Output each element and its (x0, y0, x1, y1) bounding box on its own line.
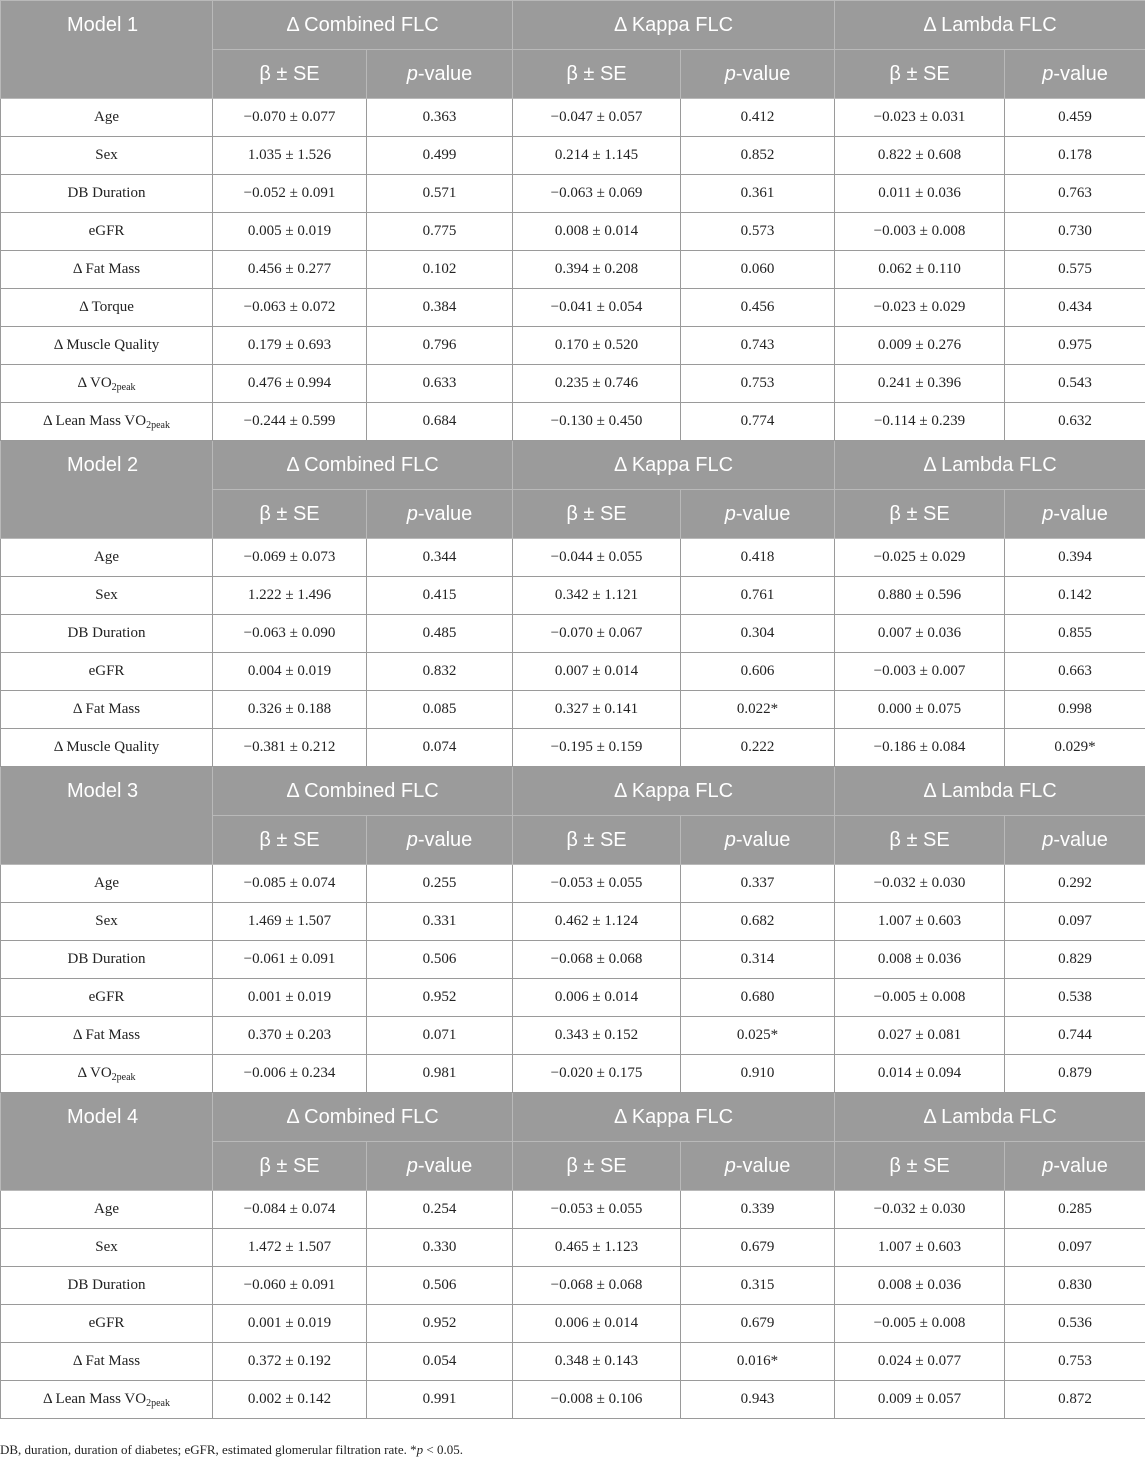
p-value-cell: 0.097 (1005, 1229, 1145, 1267)
p-value-cell: 0.679 (681, 1305, 835, 1343)
p-value-header: p-value (1005, 1142, 1145, 1191)
beta-se-cell: −0.023 ± 0.029 (835, 289, 1005, 327)
variable-name: DB Duration (1, 615, 213, 653)
beta-se-cell: −0.005 ± 0.008 (835, 1305, 1005, 1343)
beta-se-cell: 1.472 ± 1.507 (213, 1229, 367, 1267)
p-value-cell: 0.029* (1005, 729, 1145, 767)
variable-name: Sex (1, 577, 213, 615)
variable-name: Δ $VO_{2peak}$ (1, 1055, 213, 1093)
variable-name: Δ Fat Mass (1, 251, 213, 289)
variable-name: Sex (1, 903, 213, 941)
variable-name: DB Duration (1, 175, 213, 213)
blank-header-cell (1, 816, 213, 865)
beta-se-cell: 0.007 ± 0.036 (835, 615, 1005, 653)
beta-se-header: β ± SE (835, 1142, 1005, 1191)
table-row (1, 99, 1145, 137)
beta-se-cell: −0.063 ± 0.090 (213, 615, 367, 653)
p-value-cell: 0.943 (681, 1381, 835, 1419)
table-row (1, 865, 1145, 903)
beta-se-header: β ± SE (835, 50, 1005, 99)
beta-se-cell: 0.011 ± 0.036 (835, 175, 1005, 213)
beta-se-cell: −0.130 ± 0.450 (513, 403, 681, 441)
p-value-cell: 0.314 (681, 941, 835, 979)
table-row (1, 365, 1145, 403)
p-value-cell: 0.606 (681, 653, 835, 691)
p-value-cell: 0.981 (367, 1055, 513, 1093)
table-row (1, 1191, 1145, 1229)
subheader-row (1, 1142, 1145, 1191)
beta-se-cell: −0.085 ± 0.074 (213, 865, 367, 903)
p-value-cell: 0.872 (1005, 1381, 1145, 1419)
beta-se-cell: 0.235 ± 0.746 (513, 365, 681, 403)
p-value-cell: 0.575 (1005, 251, 1145, 289)
combined-flc-header: Δ Combined FLC (213, 441, 513, 490)
table-row (1, 1343, 1145, 1381)
p-value-cell: 0.142 (1005, 577, 1145, 615)
beta-se-cell: 0.822 ± 0.608 (835, 137, 1005, 175)
beta-se-cell: −0.244 ± 0.599 (213, 403, 367, 441)
beta-se-cell: 0.001 ± 0.019 (213, 979, 367, 1017)
lambda-flc-header: Δ Lambda FLC (835, 441, 1145, 490)
p-value-cell: 0.829 (1005, 941, 1145, 979)
beta-se-header: β ± SE (835, 816, 1005, 865)
p-value-cell: 0.573 (681, 213, 835, 251)
beta-se-cell: −0.063 ± 0.072 (213, 289, 367, 327)
beta-se-cell: −0.044 ± 0.055 (513, 539, 681, 577)
beta-se-cell: −0.047 ± 0.057 (513, 99, 681, 137)
kappa-flc-header: Δ Kappa FLC (513, 767, 835, 816)
p-value-cell: 0.097 (1005, 903, 1145, 941)
p-value-cell: 0.178 (1005, 137, 1145, 175)
table-row (1, 979, 1145, 1017)
beta-se-cell: 0.348 ± 0.143 (513, 1343, 681, 1381)
variable-name: eGFR (1, 213, 213, 251)
p-value-cell: 0.361 (681, 175, 835, 213)
beta-se-cell: −0.381 ± 0.212 (213, 729, 367, 767)
p-value-cell: 0.910 (681, 1055, 835, 1093)
beta-se-cell: 0.327 ± 0.141 (513, 691, 681, 729)
kappa-flc-header: Δ Kappa FLC (513, 441, 835, 490)
p-value-cell: 0.331 (367, 903, 513, 941)
model-label: Model 4 (1, 1093, 213, 1142)
beta-se-cell: −0.032 ± 0.030 (835, 865, 1005, 903)
beta-se-cell: −0.070 ± 0.077 (213, 99, 367, 137)
beta-se-header: β ± SE (513, 490, 681, 539)
beta-se-cell: 0.394 ± 0.208 (513, 251, 681, 289)
p-value-cell: 0.830 (1005, 1267, 1145, 1305)
p-value-cell: 0.753 (681, 365, 835, 403)
beta-se-header: β ± SE (213, 1142, 367, 1191)
p-value-cell: 0.679 (681, 1229, 835, 1267)
p-value-cell: 0.292 (1005, 865, 1145, 903)
p-value-cell: 0.363 (367, 99, 513, 137)
variable-name: eGFR (1, 979, 213, 1017)
p-value-header: p-value (681, 1142, 835, 1191)
kappa-flc-header: Δ Kappa FLC (513, 1, 835, 50)
blank-header-cell (1, 1142, 213, 1191)
p-value-cell: 0.337 (681, 865, 835, 903)
beta-se-cell: 0.006 ± 0.014 (513, 1305, 681, 1343)
beta-se-cell: 0.179 ± 0.693 (213, 327, 367, 365)
p-value-cell: 0.255 (367, 865, 513, 903)
p-value-cell: 0.330 (367, 1229, 513, 1267)
p-value-cell: 0.344 (367, 539, 513, 577)
beta-se-cell: 0.456 ± 0.277 (213, 251, 367, 289)
p-value-cell: 0.415 (367, 577, 513, 615)
beta-se-cell: −0.068 ± 0.068 (513, 941, 681, 979)
variable-name: Age (1, 539, 213, 577)
p-value-cell: 0.975 (1005, 327, 1145, 365)
variable-name: Sex (1, 137, 213, 175)
beta-se-cell: 0.027 ± 0.081 (835, 1017, 1005, 1055)
beta-se-header: β ± SE (513, 816, 681, 865)
p-value-cell: 0.054 (367, 1343, 513, 1381)
beta-se-cell: 0.214 ± 1.145 (513, 137, 681, 175)
p-value-cell: 0.339 (681, 1191, 835, 1229)
lambda-flc-header: Δ Lambda FLC (835, 1093, 1145, 1142)
beta-se-cell: 1.035 ± 1.526 (213, 137, 367, 175)
beta-se-cell: −0.195 ± 0.159 (513, 729, 681, 767)
beta-se-cell: −0.084 ± 0.074 (213, 1191, 367, 1229)
p-value-cell: 0.025* (681, 1017, 835, 1055)
table-row (1, 941, 1145, 979)
p-value-cell: 0.418 (681, 539, 835, 577)
model-header-row (1, 767, 1145, 816)
model-label: Model 2 (1, 441, 213, 490)
variable-name: Δ Lean Mass $VO_{2peak}$ (1, 1381, 213, 1419)
beta-se-cell: 0.000 ± 0.075 (835, 691, 1005, 729)
p-value-cell: 0.071 (367, 1017, 513, 1055)
p-value-cell: 0.499 (367, 137, 513, 175)
p-value-cell: 0.304 (681, 615, 835, 653)
beta-se-cell: 0.062 ± 0.110 (835, 251, 1005, 289)
beta-se-header: β ± SE (513, 1142, 681, 1191)
beta-se-cell: −0.114 ± 0.239 (835, 403, 1005, 441)
p-value-cell: 0.456 (681, 289, 835, 327)
p-value-cell: 0.412 (681, 99, 835, 137)
table-row (1, 1267, 1145, 1305)
model-label: Model 1 (1, 1, 213, 50)
beta-se-cell: −0.003 ± 0.008 (835, 213, 1005, 251)
p-value-cell: 0.796 (367, 327, 513, 365)
variable-name: Sex (1, 1229, 213, 1267)
p-value-cell: 0.506 (367, 941, 513, 979)
beta-se-cell: −0.003 ± 0.007 (835, 653, 1005, 691)
beta-se-cell: 0.008 ± 0.036 (835, 1267, 1005, 1305)
p-value-cell: 0.085 (367, 691, 513, 729)
p-value-cell: 0.394 (1005, 539, 1145, 577)
p-value-cell: 0.384 (367, 289, 513, 327)
beta-se-cell: −0.186 ± 0.084 (835, 729, 1005, 767)
p-value-cell: 0.222 (681, 729, 835, 767)
p-value-cell: 0.434 (1005, 289, 1145, 327)
table-row (1, 615, 1145, 653)
table-row (1, 577, 1145, 615)
lambda-flc-header: Δ Lambda FLC (835, 1, 1145, 50)
variable-name: eGFR (1, 653, 213, 691)
p-value-cell: 0.744 (1005, 1017, 1145, 1055)
p-value-cell: 0.016* (681, 1343, 835, 1381)
table-row (1, 729, 1145, 767)
beta-se-cell: −0.061 ± 0.091 (213, 941, 367, 979)
kappa-flc-header: Δ Kappa FLC (513, 1093, 835, 1142)
p-value-cell: 0.022* (681, 691, 835, 729)
beta-se-cell: 1.007 ± 0.603 (835, 1229, 1005, 1267)
beta-se-cell: −0.060 ± 0.091 (213, 1267, 367, 1305)
p-value-cell: 0.538 (1005, 979, 1145, 1017)
variable-name: Δ Muscle Quality (1, 327, 213, 365)
p-value-cell: 0.753 (1005, 1343, 1145, 1381)
table-row (1, 1055, 1145, 1093)
table-footnote: DB, duration, duration of diabetes; eGFR, estimated glomerular filtration rate. *p < 0.05. (0, 1442, 463, 1457)
p-value-cell: 0.074 (367, 729, 513, 767)
variable-name: Δ Fat Mass (1, 1343, 213, 1381)
model-header-row (1, 1093, 1145, 1142)
beta-se-cell: −0.041 ± 0.054 (513, 289, 681, 327)
beta-se-cell: 1.007 ± 0.603 (835, 903, 1005, 941)
p-value-cell: 0.761 (681, 577, 835, 615)
variable-name: Δ Muscle Quality (1, 729, 213, 767)
lambda-flc-header: Δ Lambda FLC (835, 767, 1145, 816)
beta-se-cell: 0.241 ± 0.396 (835, 365, 1005, 403)
beta-se-cell: 0.007 ± 0.014 (513, 653, 681, 691)
variable-name: Δ Fat Mass (1, 691, 213, 729)
beta-se-cell: −0.053 ± 0.055 (513, 1191, 681, 1229)
table-row (1, 251, 1145, 289)
variable-name: Δ $VO_{2peak}$ (1, 365, 213, 403)
table-row (1, 691, 1145, 729)
p-value-header: p-value (1005, 816, 1145, 865)
table-row (1, 175, 1145, 213)
p-value-cell: 0.879 (1005, 1055, 1145, 1093)
beta-se-cell: 0.002 ± 0.142 (213, 1381, 367, 1419)
beta-se-cell: −0.068 ± 0.068 (513, 1267, 681, 1305)
beta-se-cell: 0.342 ± 1.121 (513, 577, 681, 615)
p-value-cell: 0.102 (367, 251, 513, 289)
beta-se-cell: −0.023 ± 0.031 (835, 99, 1005, 137)
beta-se-cell: 0.005 ± 0.019 (213, 213, 367, 251)
beta-se-cell: 0.326 ± 0.188 (213, 691, 367, 729)
p-value-cell: 0.632 (1005, 403, 1145, 441)
beta-se-cell: 1.222 ± 1.496 (213, 577, 367, 615)
variable-name: eGFR (1, 1305, 213, 1343)
p-value-cell: 0.852 (681, 137, 835, 175)
table-row (1, 653, 1145, 691)
beta-se-cell: 0.008 ± 0.036 (835, 941, 1005, 979)
subheader-row (1, 816, 1145, 865)
p-value-cell: 0.680 (681, 979, 835, 1017)
table-row (1, 1305, 1145, 1343)
variable-name: Age (1, 865, 213, 903)
table-row (1, 1381, 1145, 1419)
p-value-cell: 0.763 (1005, 175, 1145, 213)
variable-name: DB Duration (1, 1267, 213, 1305)
variable-name: Δ Lean Mass $VO_{2peak}$ (1, 403, 213, 441)
table-row (1, 213, 1145, 251)
p-value-cell: 0.506 (367, 1267, 513, 1305)
beta-se-cell: 0.024 ± 0.077 (835, 1343, 1005, 1381)
p-value-header: p-value (367, 1142, 513, 1191)
beta-se-cell: 0.008 ± 0.014 (513, 213, 681, 251)
beta-se-cell: 0.006 ± 0.014 (513, 979, 681, 1017)
p-value-header: p-value (681, 816, 835, 865)
table-row (1, 1229, 1145, 1267)
beta-se-cell: 0.465 ± 1.123 (513, 1229, 681, 1267)
p-value-header: p-value (1005, 50, 1145, 99)
p-value-header: p-value (367, 816, 513, 865)
table-row (1, 137, 1145, 175)
beta-se-cell: 0.343 ± 0.152 (513, 1017, 681, 1055)
p-value-cell: 0.543 (1005, 365, 1145, 403)
table-row (1, 539, 1145, 577)
beta-se-cell: 0.372 ± 0.192 (213, 1343, 367, 1381)
beta-se-cell: 0.009 ± 0.276 (835, 327, 1005, 365)
variable-name: Age (1, 99, 213, 137)
beta-se-cell: −0.005 ± 0.008 (835, 979, 1005, 1017)
beta-se-cell: 0.004 ± 0.019 (213, 653, 367, 691)
p-value-cell: 0.682 (681, 903, 835, 941)
beta-se-cell: 0.001 ± 0.019 (213, 1305, 367, 1343)
p-value-cell: 0.991 (367, 1381, 513, 1419)
beta-se-header: β ± SE (213, 490, 367, 539)
combined-flc-header: Δ Combined FLC (213, 1, 513, 50)
beta-se-cell: −0.053 ± 0.055 (513, 865, 681, 903)
beta-se-cell: 0.009 ± 0.057 (835, 1381, 1005, 1419)
beta-se-cell: 0.880 ± 0.596 (835, 577, 1005, 615)
p-value-cell: 0.952 (367, 1305, 513, 1343)
beta-se-cell: 0.014 ± 0.094 (835, 1055, 1005, 1093)
beta-se-cell: 0.462 ± 1.124 (513, 903, 681, 941)
p-value-cell: 0.774 (681, 403, 835, 441)
p-value-cell: 0.832 (367, 653, 513, 691)
p-value-cell: 0.633 (367, 365, 513, 403)
p-value-cell: 0.775 (367, 213, 513, 251)
p-value-header: p-value (367, 50, 513, 99)
variable-name: Δ Torque (1, 289, 213, 327)
table-row (1, 903, 1145, 941)
variable-name: Age (1, 1191, 213, 1229)
p-value-cell: 0.459 (1005, 99, 1145, 137)
beta-se-cell: 0.170 ± 0.520 (513, 327, 681, 365)
beta-se-cell: −0.025 ± 0.029 (835, 539, 1005, 577)
p-value-cell: 0.485 (367, 615, 513, 653)
beta-se-cell: −0.069 ± 0.073 (213, 539, 367, 577)
p-value-cell: 0.315 (681, 1267, 835, 1305)
blank-header-cell (1, 50, 213, 99)
table-row (1, 1017, 1145, 1055)
p-value-cell: 0.952 (367, 979, 513, 1017)
beta-se-cell: −0.070 ± 0.067 (513, 615, 681, 653)
blank-header-cell (1, 490, 213, 539)
p-value-header: p-value (1005, 490, 1145, 539)
table-row (1, 327, 1145, 365)
beta-se-cell: 0.370 ± 0.203 (213, 1017, 367, 1055)
p-value-cell: 0.855 (1005, 615, 1145, 653)
subheader-row (1, 490, 1145, 539)
variable-name: DB Duration (1, 941, 213, 979)
beta-se-cell: −0.063 ± 0.069 (513, 175, 681, 213)
p-value-cell: 0.684 (367, 403, 513, 441)
p-value-cell: 0.285 (1005, 1191, 1145, 1229)
beta-se-header: β ± SE (513, 50, 681, 99)
p-value-header: p-value (681, 490, 835, 539)
beta-se-header: β ± SE (213, 816, 367, 865)
combined-flc-header: Δ Combined FLC (213, 767, 513, 816)
beta-se-cell: −0.006 ± 0.234 (213, 1055, 367, 1093)
p-value-cell: 0.730 (1005, 213, 1145, 251)
variable-name: Δ Fat Mass (1, 1017, 213, 1055)
beta-se-header: β ± SE (213, 50, 367, 99)
combined-flc-header: Δ Combined FLC (213, 1093, 513, 1142)
p-value-header: p-value (367, 490, 513, 539)
p-value-cell: 0.998 (1005, 691, 1145, 729)
p-value-cell: 0.663 (1005, 653, 1145, 691)
table-row (1, 403, 1145, 441)
model-header-row (1, 1, 1145, 50)
model-label: Model 3 (1, 767, 213, 816)
p-value-cell: 0.060 (681, 251, 835, 289)
p-value-cell: 0.254 (367, 1191, 513, 1229)
beta-se-cell: −0.008 ± 0.106 (513, 1381, 681, 1419)
beta-se-cell: −0.020 ± 0.175 (513, 1055, 681, 1093)
beta-se-cell: −0.052 ± 0.091 (213, 175, 367, 213)
beta-se-cell: 1.469 ± 1.507 (213, 903, 367, 941)
p-value-cell: 0.743 (681, 327, 835, 365)
table-row (1, 289, 1145, 327)
p-value-header: p-value (681, 50, 835, 99)
p-value-cell: 0.571 (367, 175, 513, 213)
beta-se-cell: −0.032 ± 0.030 (835, 1191, 1005, 1229)
beta-se-cell: 0.476 ± 0.994 (213, 365, 367, 403)
model-header-row (1, 441, 1145, 490)
p-value-cell: 0.536 (1005, 1305, 1145, 1343)
subheader-row (1, 50, 1145, 99)
beta-se-header: β ± SE (835, 490, 1005, 539)
